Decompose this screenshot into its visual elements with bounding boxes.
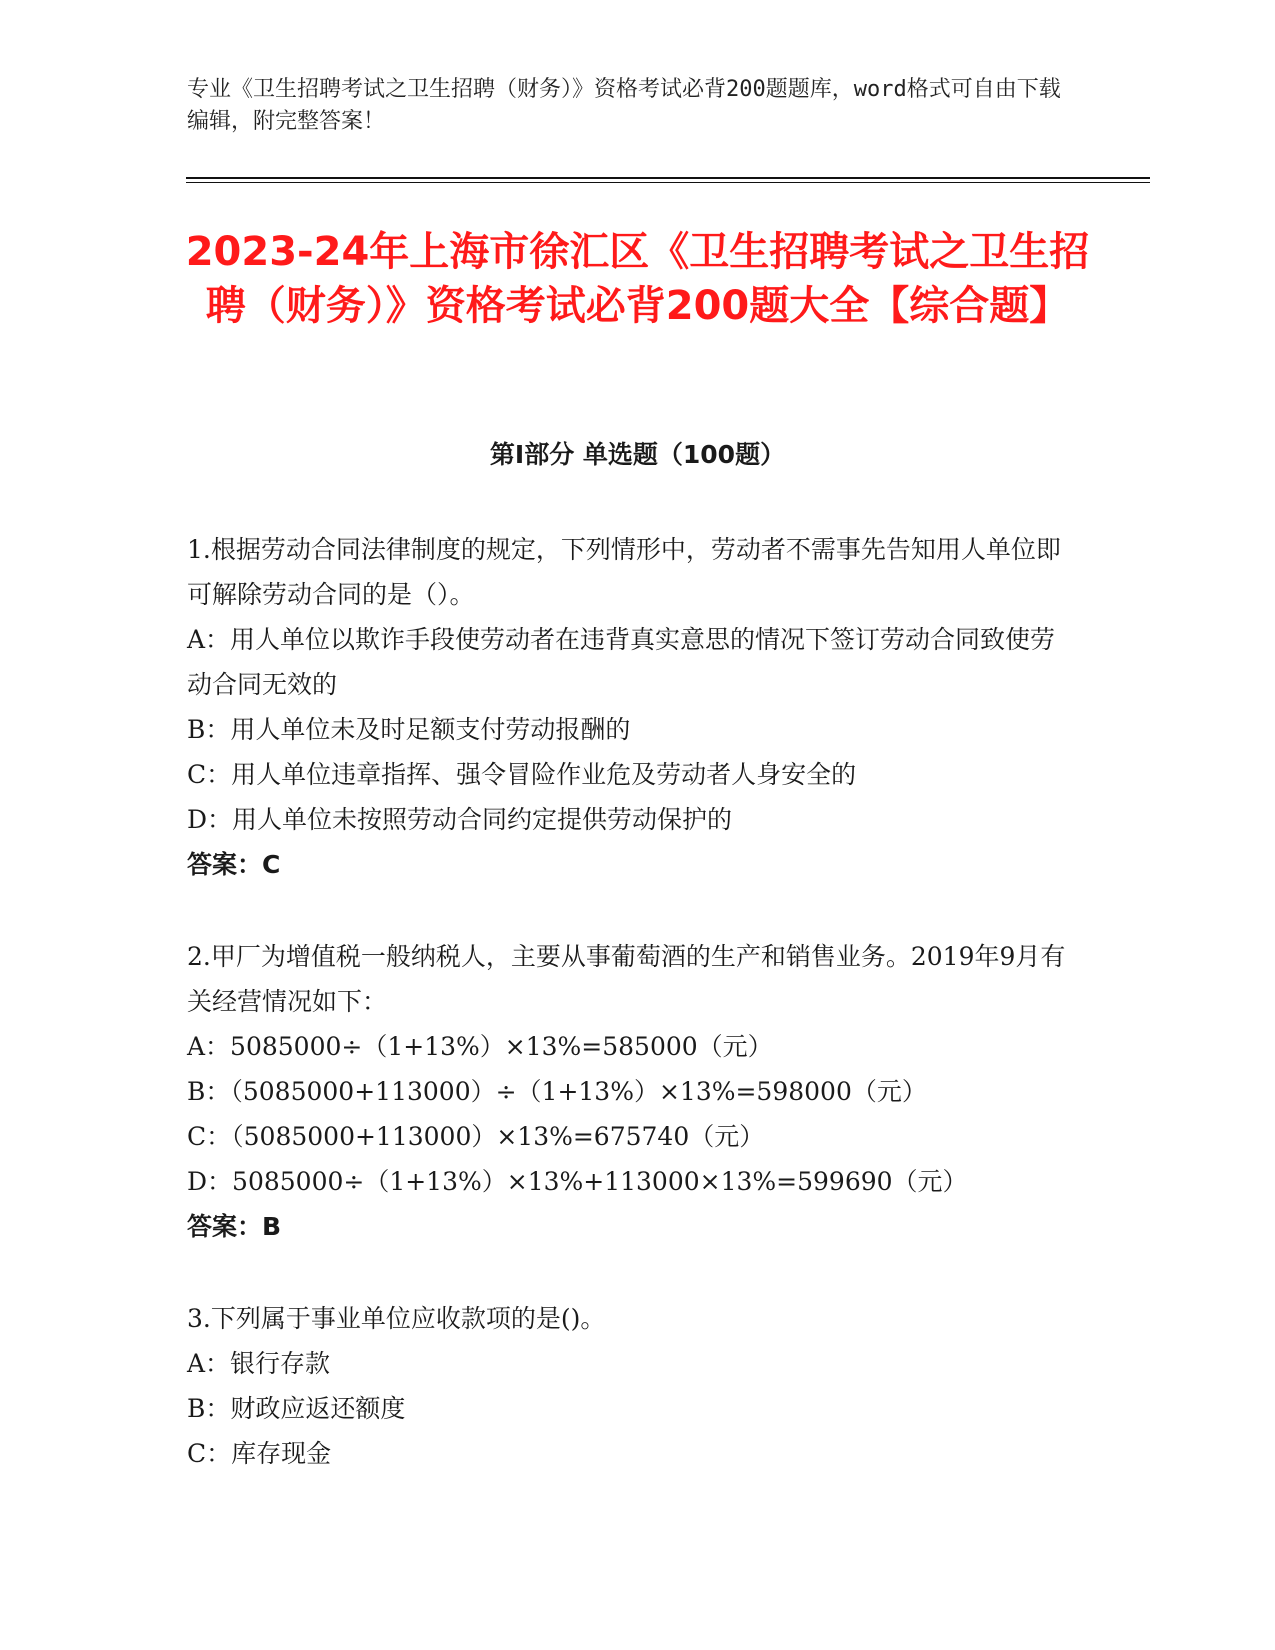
answer: 答案：C [187, 850, 281, 879]
option-b: B：（5085000+113000）÷（1+13%）×13%=598000（元） [187, 1077, 927, 1106]
option-b: B：财政应返还额度 [187, 1394, 406, 1423]
option-a: A：银行存款 [187, 1349, 331, 1378]
option-a: A：用人单位以欺诈手段使劳动者在违背真实意思的情况下签订劳动合同致使劳动合同无效的 [187, 625, 1056, 699]
option-a: A：5085000÷（1+13%）×13%=585000（元） [187, 1032, 773, 1061]
header-rule-thick [186, 177, 1150, 179]
question-1 [187, 527, 1077, 887]
option-d: D：5085000÷（1+13%）×13%+113000×13%=599690（元） [187, 1167, 968, 1196]
option-c: C：用人单位违章指挥、强令冒险作业危及劳动者人身安全的 [187, 760, 857, 789]
question-3 [187, 1296, 1077, 1476]
option-d: D：用人单位未按照劳动合同约定提供劳动保护的 [187, 805, 733, 834]
option-c: C：库存现金 [187, 1439, 332, 1468]
section-heading: 第Ⅰ部分 单选题（100题） [489, 440, 786, 469]
question-2 [187, 934, 1077, 1249]
option-b: B：用人单位未及时足额支付劳动报酬的 [187, 715, 631, 744]
document-title: 2023-24年上海市徐汇区《卫生招聘考试之卫生招聘（财务）》资格考试必背200题大全【综合题】 [185, 229, 1090, 329]
header-rule-thin [186, 182, 1150, 183]
question-stem: 2.甲厂为增值税一般纳税人，主要从事葡萄酒的生产和销售业务。2019年9月有关经营情况如下： [187, 942, 1066, 1016]
question-stem: 1.根据劳动合同法律制度的规定，下列情形中，劳动者不需事先告知用人单位即可解除劳动合同的是（）。 [187, 535, 1061, 609]
header-note: 专业《卫生招聘考试之卫生招聘（财务）》资格考试必背200题题库，word格式可自由下载编辑，附完整答案！ [187, 77, 1061, 134]
option-c: C：（5085000+113000）×13%=675740（元） [187, 1122, 765, 1151]
answer: 答案：B [187, 1212, 282, 1241]
question-list [187, 527, 1077, 1523]
question-stem: 3.下列属于事业单位应收款项的是()。 [187, 1304, 606, 1333]
